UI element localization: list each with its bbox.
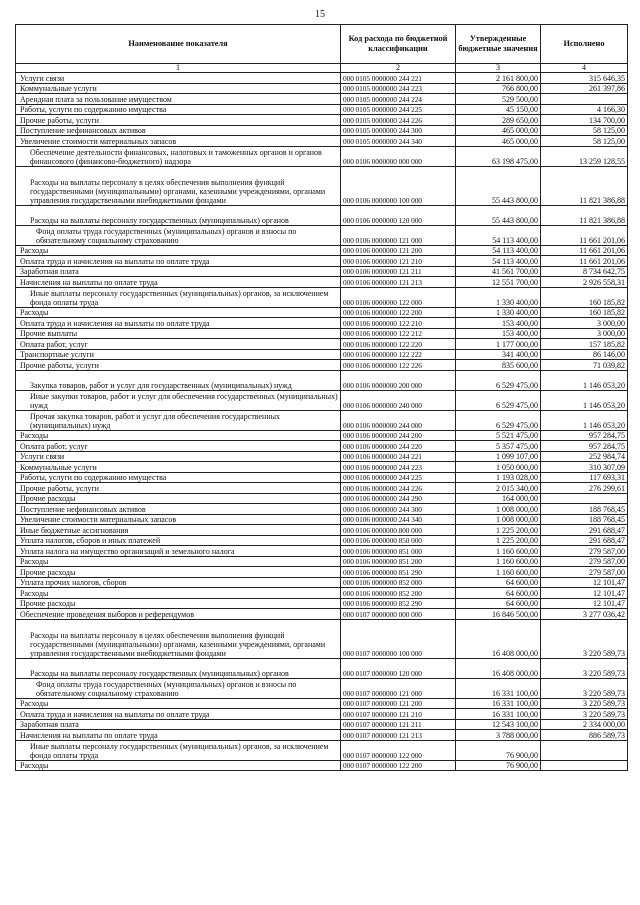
row-executed-value: 957 284,75 xyxy=(541,430,628,441)
row-executed-value: 3 220 589,73 xyxy=(541,698,628,709)
row-name: Расходы на выплаты персоналу государственных (муниципальных) органов xyxy=(16,658,341,678)
row-approved-value: 2 015 340,00 xyxy=(456,483,541,494)
row-code: 000 0106 0000000 122 200 xyxy=(341,307,456,318)
table-row xyxy=(16,136,628,147)
table-row xyxy=(16,588,628,599)
row-executed-value: 957 284,75 xyxy=(541,441,628,452)
row-approved-value: 12 543 100,00 xyxy=(456,719,541,730)
row-approved-value: 54 113 400,00 xyxy=(456,225,541,245)
table-row xyxy=(16,339,628,350)
row-code: 000 0106 0000000 852 200 xyxy=(341,588,456,599)
row-name: Услуги связи xyxy=(16,451,341,462)
table-row xyxy=(16,493,628,504)
row-executed-value: 3 000,00 xyxy=(541,318,628,329)
row-name: Фонд оплаты труда государственных (муниципальных) органов и взносы по обязательному социальному страхованию xyxy=(16,678,341,698)
row-code: 000 0105 0000000 244 224 xyxy=(341,94,456,105)
row-approved-value: 76 900,00 xyxy=(456,760,541,771)
row-approved-value: 16 331 100,00 xyxy=(456,678,541,698)
row-approved-value: 6 529 475,00 xyxy=(456,410,541,430)
row-name: Прочая закупка товаров, работ и услуг для обеспечения государственных (муниципальных) нужд xyxy=(16,410,341,430)
row-name: Иные выплаты персоналу государственных (муниципальных) органов, за исключением фонда оплаты труда xyxy=(16,287,341,307)
row-approved-value: 2 161 800,00 xyxy=(456,73,541,84)
row-name: Иные закупки товаров, работ и услуг для обеспечения государственных (муниципальных) нужд xyxy=(16,390,341,410)
row-code: 000 0107 0000000 121 211 xyxy=(341,719,456,730)
row-name: Поступление нефинансовых активов xyxy=(16,504,341,515)
row-approved-value: 835 600,00 xyxy=(456,360,541,371)
row-code: 000 0106 0000000 121 210 xyxy=(341,256,456,267)
row-code: 000 0106 0000000 121 200 xyxy=(341,245,456,256)
row-name: Оплата работ, услуг xyxy=(16,339,341,350)
row-executed-value: 252 984,74 xyxy=(541,451,628,462)
row-name: Работы, услуги по содержанию имущества xyxy=(16,104,341,115)
column-number: 3 xyxy=(456,64,541,73)
row-executed-value: 117 693,31 xyxy=(541,472,628,483)
row-name: Расходы на выплаты персоналу в целях обеспечения выполнения функций государственными (муниципальными) органами, казенными учреждениями, органами управления государственными внебюджетными фондами xyxy=(16,166,341,205)
row-name: Расходы xyxy=(16,430,341,441)
table-row xyxy=(16,504,628,515)
row-executed-value: 276 299,61 xyxy=(541,483,628,494)
table-row xyxy=(16,451,628,462)
row-approved-value: 1 099 107,00 xyxy=(456,451,541,462)
row-code: 000 0106 0000000 244 221 xyxy=(341,451,456,462)
row-name: Фонд оплаты труда государственных (муниципальных) органов и взносы по обязательному социальному страхованию xyxy=(16,225,341,245)
column-number: 4 xyxy=(541,64,628,73)
table-row xyxy=(16,535,628,546)
row-executed-value: 11 821 386,88 xyxy=(541,166,628,205)
table-row xyxy=(16,760,628,771)
row-name: Начисления на выплаты по оплате труда xyxy=(16,277,341,288)
row-executed-value: 291 688,47 xyxy=(541,535,628,546)
row-code: 000 0106 0000000 800 000 xyxy=(341,525,456,536)
row-name: Заработная плата xyxy=(16,266,341,277)
row-name: Начисления на выплаты по оплате труда xyxy=(16,730,341,741)
table-row xyxy=(16,318,628,329)
row-approved-value: 76 900,00 xyxy=(456,740,541,760)
row-code: 000 0105 0000000 244 300 xyxy=(341,125,456,136)
row-name: Иные выплаты персоналу государственных (муниципальных) органов, за исключением фонда оплаты труда xyxy=(16,740,341,760)
row-name: Иные бюджетные ассигнования xyxy=(16,525,341,536)
row-executed-value: 3 220 589,73 xyxy=(541,709,628,720)
row-approved-value: 55 443 800,00 xyxy=(456,205,541,225)
row-code: 000 0106 0000000 000 000 xyxy=(341,146,456,166)
row-name: Коммунальные услуги xyxy=(16,462,341,473)
row-approved-value: 1 160 600,00 xyxy=(456,556,541,567)
row-code: 000 0107 0000000 000 000 xyxy=(341,609,456,620)
row-code: 000 0106 0000000 244 223 xyxy=(341,462,456,473)
row-executed-value: 11 661 201,06 xyxy=(541,225,628,245)
row-code: 000 0106 0000000 244 200 xyxy=(341,430,456,441)
row-name: Расходы xyxy=(16,556,341,567)
table-row xyxy=(16,125,628,136)
row-name: Оплата труда и начисления на выплаты по оплате труда xyxy=(16,256,341,267)
row-name: Уплата налогов, сборов и иных платежей xyxy=(16,535,341,546)
row-executed-value: 134 700,00 xyxy=(541,115,628,126)
column-number-row xyxy=(16,64,628,73)
row-executed-value xyxy=(541,760,628,771)
row-name: Расходы xyxy=(16,698,341,709)
row-executed-value: 8 734 642,75 xyxy=(541,266,628,277)
table-row xyxy=(16,166,628,205)
row-approved-value: 1 330 400,00 xyxy=(456,287,541,307)
row-code: 000 0106 0000000 122 226 xyxy=(341,360,456,371)
row-approved-value: 64 600,00 xyxy=(456,577,541,588)
row-code: 000 0107 0000000 100 000 xyxy=(341,619,456,658)
row-executed-value: 160 185,82 xyxy=(541,287,628,307)
row-approved-value: 3 788 000,00 xyxy=(456,730,541,741)
row-name: Оплата работ, услуг xyxy=(16,441,341,452)
row-code: 000 0106 0000000 121 211 xyxy=(341,266,456,277)
row-approved-value: 16 408 000,00 xyxy=(456,658,541,678)
row-approved-value: 341 400,00 xyxy=(456,349,541,360)
budget-execution-table xyxy=(15,24,628,771)
table-row xyxy=(16,567,628,578)
table-row xyxy=(16,277,628,288)
row-executed-value xyxy=(541,740,628,760)
row-approved-value: 1 225 200,00 xyxy=(456,535,541,546)
header-code: Код расхода по бюджетной классификации xyxy=(341,25,456,64)
row-name: Уплата прочих налогов, сборов xyxy=(16,577,341,588)
table-row xyxy=(16,483,628,494)
table-row xyxy=(16,678,628,698)
header-executed: Исполнено xyxy=(541,25,628,64)
table-row xyxy=(16,619,628,658)
row-name: Работы, услуги по содержанию имущества xyxy=(16,472,341,483)
row-approved-value: 1 330 400,00 xyxy=(456,307,541,318)
row-executed-value: 886 589,73 xyxy=(541,730,628,741)
table-row xyxy=(16,472,628,483)
row-executed-value: 12 101,47 xyxy=(541,598,628,609)
row-name: Коммунальные услуги xyxy=(16,83,341,94)
table-row xyxy=(16,115,628,126)
row-approved-value: 465 000,00 xyxy=(456,136,541,147)
row-code: 000 0106 0000000 244 340 xyxy=(341,514,456,525)
row-approved-value: 5 521 475,00 xyxy=(456,430,541,441)
row-code: 000 0107 0000000 121 000 xyxy=(341,678,456,698)
row-executed-value: 11 821 386,88 xyxy=(541,205,628,225)
row-approved-value: 54 113 400,00 xyxy=(456,245,541,256)
table-header-row xyxy=(16,25,628,64)
row-approved-value: 41 561 700,00 xyxy=(456,266,541,277)
row-name: Расходы на выплаты персоналу государственных (муниципальных) органов xyxy=(16,205,341,225)
table-row xyxy=(16,73,628,84)
table-row xyxy=(16,225,628,245)
row-approved-value: 529 500,00 xyxy=(456,94,541,105)
row-code: 000 0105 0000000 244 221 xyxy=(341,73,456,84)
table-row xyxy=(16,390,628,410)
header-name: Наименование показателя xyxy=(16,25,341,64)
row-approved-value: 1 008 000,00 xyxy=(456,504,541,515)
row-executed-value: 157 185,82 xyxy=(541,339,628,350)
row-executed-value: 2 334 000,00 xyxy=(541,719,628,730)
row-approved-value: 5 357 475,00 xyxy=(456,441,541,452)
row-approved-value: 63 198 475,00 xyxy=(456,146,541,166)
row-approved-value: 1 193 028,00 xyxy=(456,472,541,483)
row-approved-value: 55 443 800,00 xyxy=(456,166,541,205)
row-executed-value: 310 307,09 xyxy=(541,462,628,473)
row-code: 000 0106 0000000 122 220 xyxy=(341,339,456,350)
table-row xyxy=(16,104,628,115)
table-row xyxy=(16,698,628,709)
row-executed-value: 3 000,00 xyxy=(541,328,628,339)
row-executed-value: 12 101,47 xyxy=(541,588,628,599)
row-approved-value: 1 160 600,00 xyxy=(456,567,541,578)
row-executed-value: 1 146 053,20 xyxy=(541,390,628,410)
row-approved-value: 16 331 100,00 xyxy=(456,709,541,720)
row-name: Прочие расходы xyxy=(16,493,341,504)
row-name: Оплата труда и начисления на выплаты по оплате труда xyxy=(16,318,341,329)
table-row xyxy=(16,609,628,620)
table-row xyxy=(16,719,628,730)
row-name: Расходы xyxy=(16,588,341,599)
row-executed-value: 160 185,82 xyxy=(541,307,628,318)
row-approved-value: 54 113 400,00 xyxy=(456,256,541,267)
row-executed-value: 188 768,45 xyxy=(541,514,628,525)
row-code: 000 0106 0000000 200 000 xyxy=(341,370,456,390)
row-name: Оплата труда и начисления на выплаты по оплате труда xyxy=(16,709,341,720)
table-row xyxy=(16,730,628,741)
row-name: Расходы на выплаты персоналу в целях обеспечения выполнения функций государственными (муниципальными) органами, казенными учреждениями, органами управления государственными внебюджетными фондами xyxy=(16,619,341,658)
row-executed-value: 58 125,00 xyxy=(541,136,628,147)
row-approved-value: 64 600,00 xyxy=(456,588,541,599)
row-name: Арендная плата за пользование имуществом xyxy=(16,94,341,105)
row-code: 000 0106 0000000 121 213 xyxy=(341,277,456,288)
table-row xyxy=(16,370,628,390)
row-executed-value: 58 125,00 xyxy=(541,125,628,136)
row-approved-value: 289 650,00 xyxy=(456,115,541,126)
row-approved-value: 1 177 000,00 xyxy=(456,339,541,350)
row-code: 000 0106 0000000 100 000 xyxy=(341,166,456,205)
row-name: Закупка товаров, работ и услуг для государственных (муниципальных) нужд xyxy=(16,370,341,390)
row-code: 000 0106 0000000 244 225 xyxy=(341,472,456,483)
table-row xyxy=(16,740,628,760)
row-code: 000 0106 0000000 122 222 xyxy=(341,349,456,360)
row-code: 000 0105 0000000 244 226 xyxy=(341,115,456,126)
row-executed-value: 13 259 128,55 xyxy=(541,146,628,166)
row-code: 000 0107 0000000 120 000 xyxy=(341,658,456,678)
table-row xyxy=(16,410,628,430)
row-executed-value: 3 220 589,73 xyxy=(541,678,628,698)
table-row xyxy=(16,430,628,441)
row-name: Расходы xyxy=(16,307,341,318)
row-approved-value: 6 529 475,00 xyxy=(456,370,541,390)
row-executed-value: 315 646,35 xyxy=(541,73,628,84)
row-name: Прочие расходы xyxy=(16,567,341,578)
row-approved-value: 16 846 500,00 xyxy=(456,609,541,620)
row-code: 000 0107 0000000 121 213 xyxy=(341,730,456,741)
table-row xyxy=(16,83,628,94)
row-executed-value: 3 277 036,42 xyxy=(541,609,628,620)
row-executed-value: 261 397,86 xyxy=(541,83,628,94)
table-row xyxy=(16,256,628,267)
row-name: Прочие работы, услуги xyxy=(16,360,341,371)
row-code: 000 0106 0000000 851 290 xyxy=(341,567,456,578)
table-row xyxy=(16,146,628,166)
row-executed-value: 291 688,47 xyxy=(541,525,628,536)
row-code: 000 0106 0000000 852 000 xyxy=(341,577,456,588)
row-executed-value: 3 220 589,73 xyxy=(541,619,628,658)
row-executed-value: 4 166,30 xyxy=(541,104,628,115)
row-code: 000 0106 0000000 240 000 xyxy=(341,390,456,410)
row-executed-value: 71 039,82 xyxy=(541,360,628,371)
table-row xyxy=(16,598,628,609)
row-name: Увеличение стоимости материальных запасов xyxy=(16,514,341,525)
row-executed-value: 86 146,00 xyxy=(541,349,628,360)
row-code: 000 0106 0000000 120 000 xyxy=(341,205,456,225)
row-executed-value: 1 146 053,20 xyxy=(541,410,628,430)
row-code: 000 0106 0000000 850 000 xyxy=(341,535,456,546)
row-name: Транспортные услуги xyxy=(16,349,341,360)
table-row xyxy=(16,205,628,225)
row-approved-value: 12 551 700,00 xyxy=(456,277,541,288)
table-row xyxy=(16,709,628,720)
table-row xyxy=(16,441,628,452)
row-executed-value: 2 926 558,31 xyxy=(541,277,628,288)
row-code: 000 0106 0000000 121 000 xyxy=(341,225,456,245)
row-code: 000 0105 0000000 244 225 xyxy=(341,104,456,115)
row-code: 000 0106 0000000 122 000 xyxy=(341,287,456,307)
row-code: 000 0107 0000000 121 210 xyxy=(341,709,456,720)
row-name: Увеличение стоимости материальных запасов xyxy=(16,136,341,147)
row-name: Уплата налога на имущество организаций и земельного налога xyxy=(16,546,341,557)
row-code: 000 0107 0000000 122 000 xyxy=(341,740,456,760)
table-row xyxy=(16,349,628,360)
row-approved-value: 465 000,00 xyxy=(456,125,541,136)
row-name: Прочие работы, услуги xyxy=(16,483,341,494)
row-approved-value: 64 600,00 xyxy=(456,598,541,609)
table-row xyxy=(16,360,628,371)
row-approved-value: 16 331 100,00 xyxy=(456,698,541,709)
row-code: 000 0106 0000000 244 300 xyxy=(341,504,456,515)
row-executed-value: 12 101,47 xyxy=(541,577,628,588)
row-code: 000 0106 0000000 122 210 xyxy=(341,318,456,329)
table-row xyxy=(16,577,628,588)
row-code: 000 0106 0000000 122 212 xyxy=(341,328,456,339)
table-row xyxy=(16,546,628,557)
table-row xyxy=(16,307,628,318)
row-executed-value: 11 661 201,06 xyxy=(541,245,628,256)
row-name: Расходы xyxy=(16,760,341,771)
table-row xyxy=(16,287,628,307)
row-name: Расходы xyxy=(16,245,341,256)
row-code: 000 0106 0000000 244 220 xyxy=(341,441,456,452)
header-approved: Утвержденные бюджетные значения xyxy=(456,25,541,64)
row-approved-value: 153 400,00 xyxy=(456,328,541,339)
row-code: 000 0107 0000000 122 200 xyxy=(341,760,456,771)
row-executed-value: 279 587,00 xyxy=(541,546,628,557)
row-approved-value: 153 400,00 xyxy=(456,318,541,329)
table-row xyxy=(16,658,628,678)
table-row xyxy=(16,94,628,105)
table-row xyxy=(16,462,628,473)
row-executed-value: 188 768,45 xyxy=(541,504,628,515)
row-approved-value: 1 225 200,00 xyxy=(456,525,541,536)
row-code: 000 0105 0000000 244 223 xyxy=(341,83,456,94)
row-executed-value xyxy=(541,493,628,504)
table-row xyxy=(16,525,628,536)
row-executed-value: 279 587,00 xyxy=(541,556,628,567)
row-name: Прочие выплаты xyxy=(16,328,341,339)
row-approved-value: 164 000,00 xyxy=(456,493,541,504)
row-executed-value xyxy=(541,94,628,105)
row-executed-value: 1 146 053,20 xyxy=(541,370,628,390)
row-name: Поступление нефинансовых активов xyxy=(16,125,341,136)
table-row xyxy=(16,266,628,277)
row-approved-value: 766 800,00 xyxy=(456,83,541,94)
table-body xyxy=(16,73,628,771)
row-code: 000 0106 0000000 244 226 xyxy=(341,483,456,494)
row-code: 000 0106 0000000 244 000 xyxy=(341,410,456,430)
row-approved-value: 1 050 000,00 xyxy=(456,462,541,473)
row-code: 000 0106 0000000 852 290 xyxy=(341,598,456,609)
row-approved-value: 6 529 475,00 xyxy=(456,390,541,410)
row-approved-value: 16 408 000,00 xyxy=(456,619,541,658)
table-row xyxy=(16,328,628,339)
column-number: 1 xyxy=(16,64,341,73)
table-row xyxy=(16,514,628,525)
column-number: 2 xyxy=(341,64,456,73)
page-number: 15 xyxy=(315,9,325,20)
row-code: 000 0106 0000000 851 000 xyxy=(341,546,456,557)
row-name: Прочие расходы xyxy=(16,598,341,609)
row-code: 000 0105 0000000 244 340 xyxy=(341,136,456,147)
row-executed-value: 11 661 201,06 xyxy=(541,256,628,267)
row-code: 000 0106 0000000 244 290 xyxy=(341,493,456,504)
row-name: Обеспечение деятельности финансовых, налоговых и таможенных органов и органов финансового (финансово-бюджетного) надзора xyxy=(16,146,341,166)
table-row xyxy=(16,245,628,256)
row-name: Услуги связи xyxy=(16,73,341,84)
row-executed-value: 3 220 589,73 xyxy=(541,658,628,678)
table-row xyxy=(16,556,628,567)
row-approved-value: 1 008 000,00 xyxy=(456,514,541,525)
row-name: Прочие работы, услуги xyxy=(16,115,341,126)
budget-execution-table-sheet xyxy=(15,24,627,771)
row-executed-value: 279 587,00 xyxy=(541,567,628,578)
row-code: 000 0106 0000000 851 200 xyxy=(341,556,456,567)
row-name: Заработная плата xyxy=(16,719,341,730)
row-approved-value: 45 150,00 xyxy=(456,104,541,115)
row-name: Обеспечение проведения выборов и референдумов xyxy=(16,609,341,620)
row-approved-value: 1 160 600,00 xyxy=(456,546,541,557)
row-code: 000 0107 0000000 121 200 xyxy=(341,698,456,709)
